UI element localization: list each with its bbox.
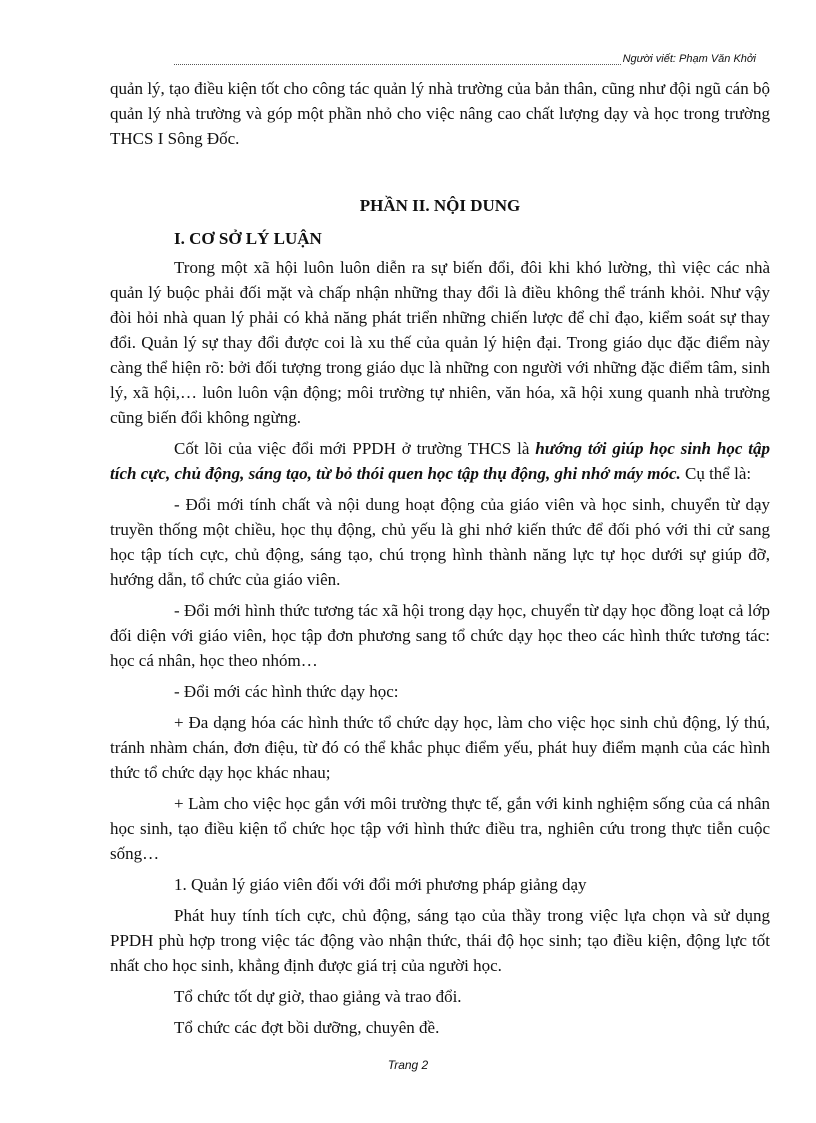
plus-item: + Làm cho việc học gắn với môi trường thực tế, gắn với kinh nghiệm sống của cá nhân học sinh, tạo điều kiện tổ chức học tập với hình thức điều tra, nghiên cứu trong thực tiễn cuộc sống… [110,794,770,863]
paragraph-4: Tổ chức tốt dự giờ, thao giảng và trao đổi. [174,987,462,1006]
header-dotted-leader [174,54,621,65]
plus-item: + Đa dạng hóa các hình thức tổ chức dạy học, làm cho việc học sinh chủ động, lý thú, tránh nhàm chán, đơn điệu, từ đó có thể khắc phục điểm yếu, phát huy điểm mạnh của các hình thức tổ chức dạy học khác nhau; [110,713,770,782]
part-title: PHẦN II. NỘI DUNG [359,196,521,215]
paragraph-1: Trong một xã hội luôn luôn diễn ra sự biến đổi, đôi khi khó lường, thì việc các nhà quản lý buộc phải đối mặt và chấp nhận những thay đổi là điều không thể tránh khỏi. Như vậy đòi hỏi nhà quan lý phải có khả năng phát triển những chiến lược để chỉ đạo, kiểm soát sự thay đổi. Quản lý sự thay đổi được coi là xu thế của quản lý hiện đại. Trong giáo dục đặc điểm này càng thể hiện rõ: bởi đối tượng trong giáo dục là những con người với những đặc điểm tâm, sinh lý, xã hội,… luôn luôn vận động; môi trường tự nhiên, văn hóa, xã hội xung quanh nhà trường cũng biến đổi không ngừng. [110,258,770,427]
paragraph-2-lead: Cốt lõi của việc đổi mới PPDH ở trường THCS là [174,439,536,458]
paragraph-2 [110,436,770,486]
document-body [110,76,770,1046]
page-number: Trang 2 [387,1058,429,1072]
intro-continuation: quản lý, tạo điều kiện tốt cho công tác quản lý nhà trường của bản thân, cũng như đội ngũ cán bộ quản lý nhà trường và góp một phần nhỏ cho việc nâng cao chất lượng dạy và học trong trường THCS I Sông Đốc. [110,79,770,148]
subsection-heading: 1. Quản lý giáo viên đối với đổi mới phương pháp giảng dạy [174,875,587,894]
bullet-item: - Đổi mới các hình thức dạy học: [174,682,399,701]
paragraph-2-tail: Cụ thể là: [680,464,752,483]
bullet-item: - Đổi mới tính chất và nội dung hoạt động của giáo viên và học sinh, chuyển từ dạy truyền thống một chiều, học thụ động, chủ yếu là ghi nhớ kiến thức để đối phó với thi cử sang học tập tích cực, chủ động, sáng tạo, chú trọng hình thành năng lực tự học dưới sự giúp đỡ, hướng dẫn, tổ chức của giáo viên. [110,495,770,589]
paragraph-5: Tổ chức các đợt bồi dưỡng, chuyên đề. [174,1018,440,1037]
section-heading: I. CƠ SỞ LÝ LUẬN [174,229,322,248]
page-header [174,47,756,65]
paragraph-2-emphasis: hướng tới giúp học sinh học tập tích cực, chủ động, sáng tạo, từ bỏ thói quen học tập thụ động, ghi nhớ máy móc. [110,439,771,483]
bullet-item: - Đổi mới hình thức tương tác xã hội trong dạy học, chuyển từ dạy học đồng loạt cả lớp đối diện với giáo viên, học tập đơn phương sang tổ chức dạy học theo các hình thức tương tác: học cá nhân, học theo nhóm… [110,601,770,670]
header-author: Người viết: Phạm Văn Khởi [622,53,756,65]
paragraph-3: Phát huy tính tích cực, chủ động, sáng tạo của thầy trong việc lựa chọn và sử dụng PPDH phù hợp trong việc tác động vào nhận thức, thái độ học sinh; tạo điều kiện, động lực tốt nhất cho học sinh, khẳng định được giá trị của người học. [110,906,770,975]
